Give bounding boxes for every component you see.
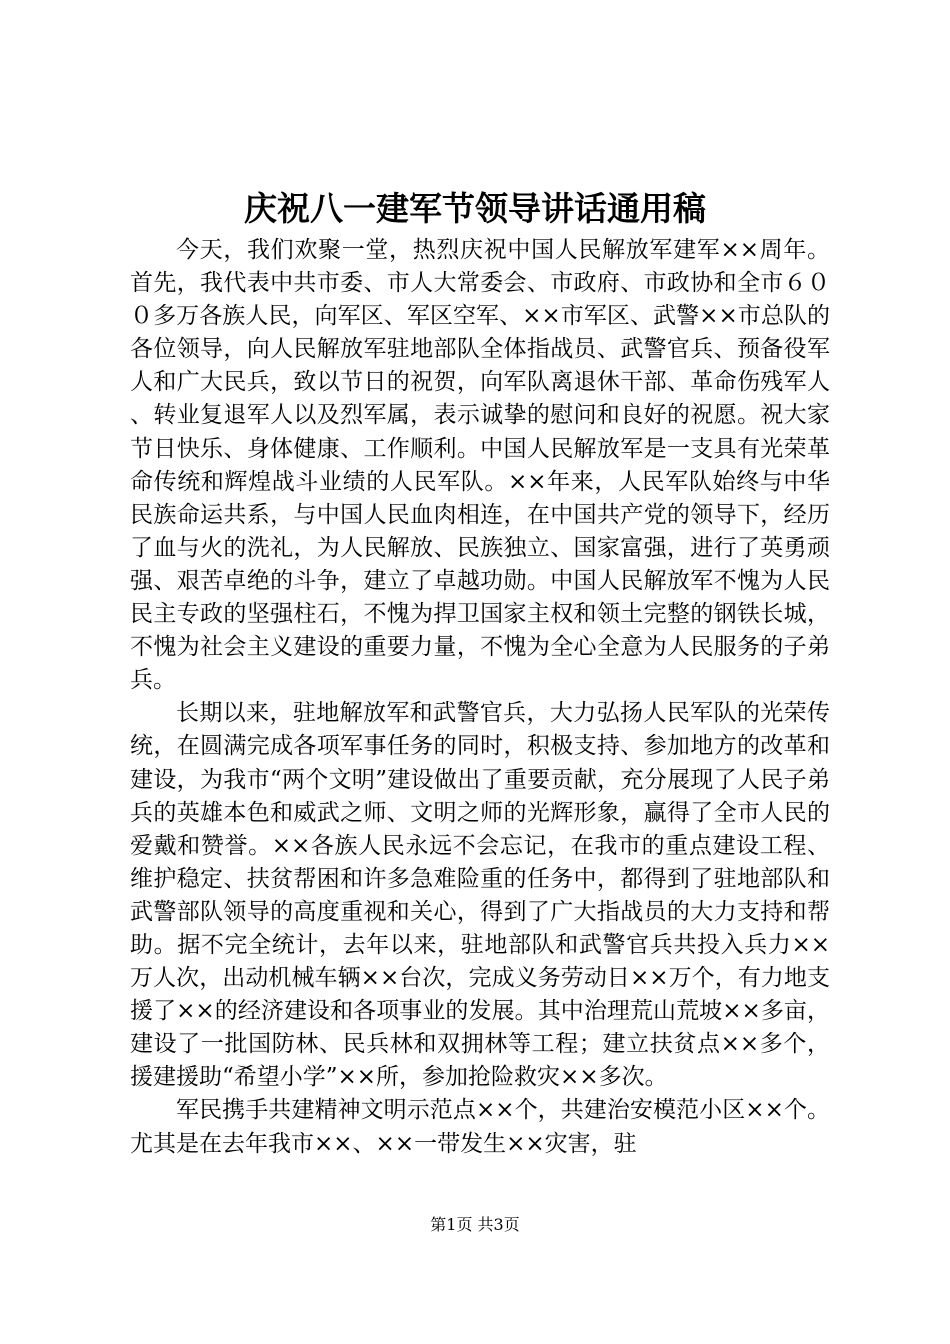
page-number-footer: 第1页 共3页: [430, 1215, 520, 1234]
paragraph-2: 长期以来，驻地解放军和武警官兵，大力弘扬人民军队的光荣传统，在圆满完成各项军事任务的同时，积极支持、参加地方的改革和建设，为我市“两个文明”建设做出了重要贡献，充分展现了人民子弟兵的英雄本色和威武之师、文明之师的光辉形象，赢得了全市人民的爱戴和赞誉。××各族人民永远不会忘记，在我市的重点建设工程、维护稳定、扶贫帮困和许多急难险重的任务中，都得到了驻地部队和武警部队领导的高度重视和关心，得到了广大指战员的大力支持和帮助。据不完全统计，去年以来，驻地部队和武警官兵共投入兵力××万人次，出动机械车辆××台次，完成义务劳动日××万个，有力地支援了××的经济建设和各项事业的发展。其中治理荒山荒坡××多亩，建设了一批国防林、民兵林和双拥林等工程；建立扶贫点××多个，援建援助“希望小学”××所，参加抢险救灾××多次。: [130, 700, 830, 1091]
paragraph-1: 今天，我们欢聚一堂，热烈庆祝中国人民解放军建军××周年。首先，我代表中共市委、市人大常委会、市政府、市政协和全市６００多万各族人民，向军区、军区空军、××市军区、武警××市总队的各位领导，向人民解放军驻地部队全体指战员、武警官兵、预备役军人和广大民兵，致以节日的祝贺，向军队离退休干部、革命伤残军人、转业复退军人以及烈军属，表示诚挚的慰问和良好的祝愿。祝大家节日快乐、身体健康、工作顺利。中国人民解放军是一支具有光荣革命传统和辉煌战斗业绩的人民军队。××年来，人民军队始终与中华民族命运共系，与中国人民血肉相连，在中国共产党的领导下，经历了血与火的洗礼，为人民解放、民族独立、国家富强，进行了英勇顽强、艰苦卓绝的斗争，建立了卓越功勋。中国人民解放军不愧为人民民主专政的坚强柱石，不愧为捍卫国家主权和领土完整的钢铁长城，不愧为社会主义建设的重要力量，不愧为全心全意为人民服务的子弟兵。: [130, 237, 830, 694]
document-title: 庆祝八一建军节领导讲话通用稿: [244, 189, 706, 228]
paragraph-3: 军民携手共建精神文明示范点××个，共建治安模范小区××个。尤其是在去年我市××、××一带发生××灾害，驻: [130, 1097, 830, 1157]
document-body: [130, 234, 830, 1161]
